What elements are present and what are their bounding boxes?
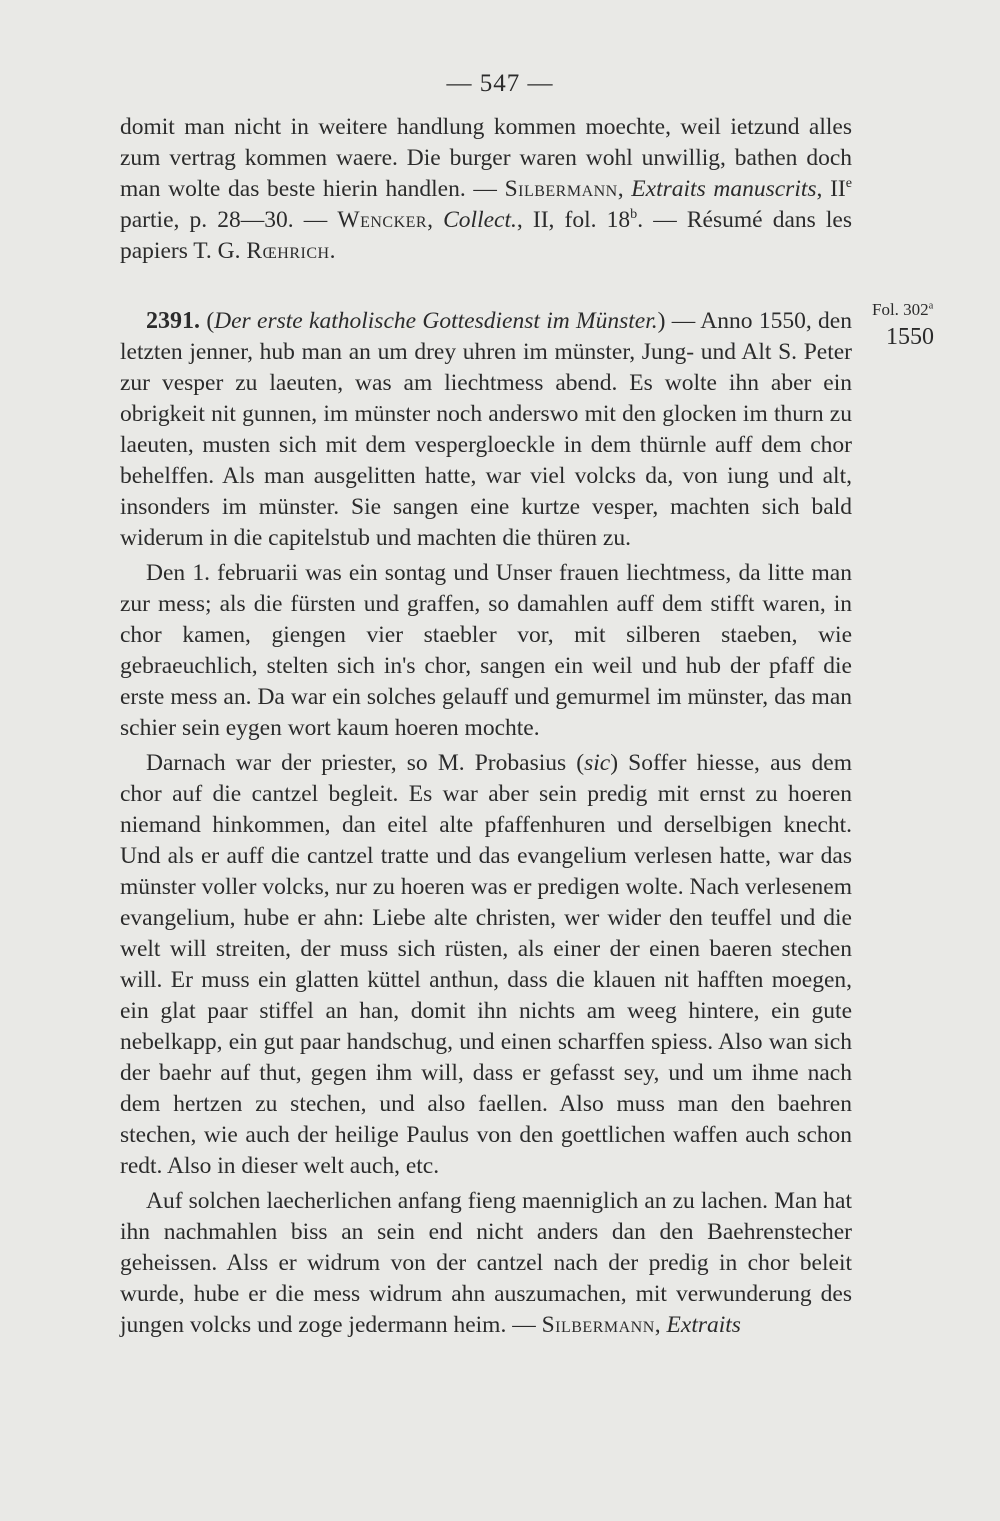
intro-paragraph: domit man nicht in weitere handlung kommen moechte, weil ietzund alles zum vertrag kommen waere. Die burger waren wohl unwillig, bathen doch man wolte das beste hierin handlen. — Silbermann, Extraits manuscrits, IIe partie, p. 28—30. — Wencker, Collect., II, fol. 18$^b$. — Résumé dans les papiers T. G. Rœhrich. xyxy=(120,114,853,264)
intro-text: domit man nicht in weitere handlung kommen moechte, weil ietzund alles zum vertrag kommen waere. Die burger waren wohl unwillig, bathen doch man wolte das beste hierin handlen. — xyxy=(120,114,852,202)
source-title: Extraits xyxy=(666,1312,741,1338)
entry-text: — Anno 1550, den letzten jenner, hub man an um drey uhren im münster, Jung- und Alt S. Peter zur vesper zu laeuten, was am liechtmess abend. Es wolte ihn aber ein obrigkeit nit gunnen, im münster noch anderswo mit den glocken im thurn zu laeuten, musten sich mit dem vespergloeckle in dem thürnle auff dem chor behelffen. Als man ausgelitten hatte, war viel volcks da, von iung und alt, insonders im münster. Sie sangen eine kurtze vesper, machten sich bald widerum in die capitelstub und machten die thüren zu. xyxy=(120,308,852,551)
paragraph: Auf solchen laecherlichen anfang fieng maenniglich an zu lachen. Man hat ihn nachmahlen biss an sein end nicht anders dan den Baehrenstecher geheissen. Alss er widrum von der cantzel nach der predig in chor beleit wurde, hube er die mess widrum ahn auszumachen, mit verwunderung des jungen volcks und zoge jedermann heim. — Silbermann, Extraits xyxy=(120,1188,852,1338)
author-name: Rœhrich xyxy=(246,238,330,264)
margin-folio: Fol. 302$^a$ xyxy=(872,300,934,319)
entry-heading: Der erste katholische Gottesdienst im Münster. xyxy=(214,308,658,334)
author-name: Wencker xyxy=(337,207,428,233)
paragraph: Darnach war der priester, so M. Probasius (sic) Soffer hiesse, aus dem chor auf die cantzel begleit. Es war aber sein predig mit ernst zu hoeren niemand hinkommen, dan eitel alte pfaffenhuren und derselbigen knecht. Und als er auff die cantzel tratte und das evangelium verlesen hatte, war das münster voller volcks, nur zu hoeren was er predigen wolte. Nach verlesenem evangelium, hube er ahn: Liebe alte christen, wer wider den teuffel und die welt will streiten, der muss sich rüsten, als einer der einen baeren stechen will. Er muss ein glatten küttel anthun, dass die klauen nit hafften moegen, ein glat paar stiffel an han, domit ihn nichts am weeg hintere, ein gute nebelkapp, ein gut paar handschug, und einen scharffen spiess. Also wan sich der baehr auf thut, gegen ihm will, dass er gefasst sey, und um ihme nach dem hertzen zu stechen, und also faellen. Also muss man den baehren stechen, wie auch der heilige Paulus von den goettlichen waffen auch schon redt. Also in dieser welt auch, etc. xyxy=(120,750,853,1179)
page-number: — 547 — xyxy=(446,70,554,97)
source-title: Collect. xyxy=(443,207,517,233)
margin-year: 1550 xyxy=(886,324,934,350)
entry-paragraph: 2391. (Der erste katholische Gottesdienst im Münster.) — Anno 1550, den letzten jenner, hub man an um drey uhren im münster, Jung- und Alt S. Peter zur vesper zu laeuten, was am liechtmess abend. Es wolte ihn aber ein obrigkeit nit gunnen, im münster noch anderswo mit den glocken im thurn zu laeuten, musten sich mit dem vespergloeckle in dem thürnle auff dem chor behelffen. Als man ausgelitten hatte, war viel volcks da, von iung und alt, insonders im münster. Sie sangen eine kurtze vesper, machten sich bald widerum in die capitelstub und machten die thüren zu. xyxy=(120,308,852,551)
paragraph: Den 1. februarii was ein sontag und Unser frauen liechtmess, da litte man zur mess; als die fürsten und graffen, so damahlen auff dem stifft waren, in chor kamen, giengen vier staebler vor, mit silberen staeben, wie gebraeuchlich, stelten sich in's chor, sangen ein weil und hub der pfaff die erste mess an. Da war ein solches gelauff und gemurmel im münster, das man schier sein eygen wort kaum hoeren mochte. xyxy=(120,560,852,741)
source-title: Extraits manuscrits xyxy=(631,176,817,202)
author-name: Silbermann xyxy=(504,176,618,202)
author-name: Silbermann xyxy=(541,1312,655,1338)
entry-number: 2391. xyxy=(146,308,200,334)
main-text xyxy=(120,306,852,1341)
